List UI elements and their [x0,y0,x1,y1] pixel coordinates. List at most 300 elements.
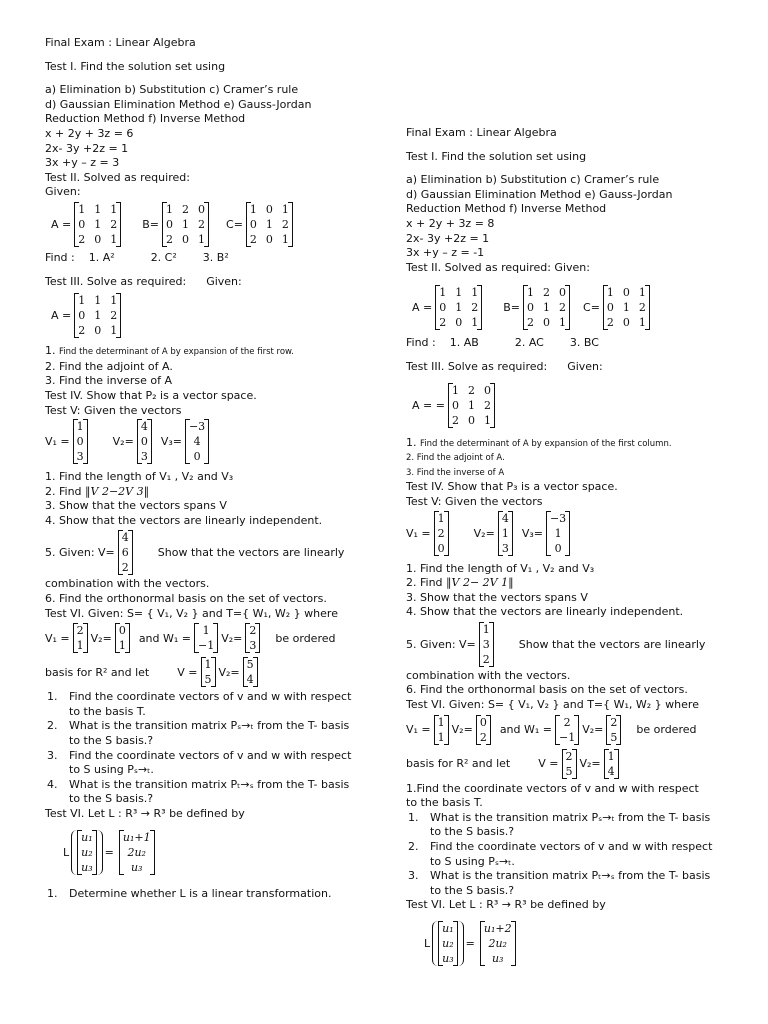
matrix-a [74,293,121,338]
matrix-entry: 2 [479,730,487,744]
matrix-a [448,383,495,428]
question: 1. Find the length of V₁ , V₂ and V₃ [406,561,595,575]
basis-row [45,623,390,653]
matrix-entry: u₃ [491,952,504,965]
question-number: 4. [47,777,58,791]
matrix-entry: 0 [437,541,445,555]
matrix-label: A = [51,309,72,323]
matrix-entry: 2 [638,301,646,315]
matrix-entry: 1 [249,202,257,216]
test2-heading: Test II. Solved as required: [45,170,190,184]
test6-heading: Test VI. Given: S= { V₁, V₂ } and T={ W₁, W₂ } where [406,698,699,712]
methods-line: a) Elimination b) Substitution c) Cramer’s rule [406,173,660,187]
matrix-entry: 1 [94,294,102,308]
vector-w2 [606,715,621,745]
methods-line: Reduction Method f) Inverse Method [406,202,607,216]
matrix-entry: 5 [246,658,254,672]
vector-v1 [434,511,449,556]
matrix-entry: 2 [121,561,129,575]
matrix-entry: 1 [76,420,84,434]
matrix-entry: 1 [451,383,459,397]
matrix-entry: u₁ [81,830,93,844]
list-item [45,690,390,705]
question: 4. Show that the vectors are linearly independent. [45,513,323,527]
vector-v [201,657,216,687]
matrix-entry: 1 [483,413,491,427]
matrix-entry: 1 [638,316,646,330]
matrix-entry: 4 [501,511,509,525]
map-label: L [424,937,431,950]
test4-heading: Test IV. Show that P₃ is a vector space. [406,480,618,494]
question: 2. Find the adjoint of A. [45,359,173,373]
vector-label: V₂= [90,631,112,645]
matrix-entry: 0 [265,232,273,246]
find-item: 2. AC [514,336,544,350]
matrix-entry: 2 [559,301,567,315]
matrix-entry: 1 [78,294,86,308]
given-label: Given: [45,185,81,199]
vector-label: and W₁ = [138,631,192,645]
vector-u [438,921,458,966]
equation: 2x- 3y +2z = 1 [45,141,129,155]
matrix-entry: u₃ [130,860,143,874]
list-item [45,705,390,720]
matrix-entry: 2 [439,316,447,330]
vector-label: V₂= [221,631,243,645]
question-number: 1. [408,810,419,824]
matrix-entry: 0 [554,541,562,555]
vector-v3 [185,419,209,464]
matrix-entry: 2 [467,383,475,397]
matrix-entry: 1 [471,286,479,300]
equation: x + 2y + 3z = 8 [406,216,495,230]
matrix-entry: 1 [118,639,126,653]
test6b-heading: Test VI. Let L : R³ → R³ be defined by [45,807,245,820]
matrix-entry: 1 [110,294,118,308]
question: 2. Find the adjoint of A. [406,453,505,464]
equals-sign: = [465,937,475,950]
matrix-entry: 2 [78,232,86,246]
vector-v2 [137,419,152,464]
matrices-row [412,285,751,330]
question-text: Show that the vectors are linearly [157,546,345,560]
matrix-entry: 1 [638,286,646,300]
matrix-entry: 5 [565,764,573,778]
question: 6. Find the orthonormal basis on the set of vectors. [45,592,327,606]
matrix-entry: 2 [527,316,535,330]
equation: x + 2y + 3z = 6 [45,126,134,140]
question-number: 1. [47,886,58,900]
matrix-entry: 4 [246,673,254,687]
vector-u [77,830,97,875]
matrix-label: C= [583,301,600,315]
question-number: 1. [47,690,58,704]
methods-line: a) Elimination b) Substitution c) Cramer’s rule [45,83,299,97]
test6b-heading: Test VI. Let L : R³ → R³ be defined by [406,898,606,912]
matrix-entry: 1 [606,286,614,300]
matrix-entry: 1 [527,286,535,300]
list-item [45,719,390,734]
find-label: Find : [45,250,75,264]
matrix-entry: 1 [467,398,475,412]
vector-v [479,622,494,667]
test6-questions [406,811,751,899]
matrix-entry: 4 [193,435,201,449]
equation: 3x +y – z = -1 [406,246,485,260]
map-input [432,921,464,966]
find-line [406,336,751,351]
matrix-entry: 1 [554,526,562,540]
matrix-row [412,383,751,428]
question-text: What is the transition matrix Pₜ→ₛ from the T- basis [69,777,350,791]
matrix-entry: 2 [483,398,491,412]
vector-label: V₃= [521,526,543,540]
matrix-entry: −1 [198,639,215,653]
matrix-entry: 1 [265,217,273,231]
question [406,576,751,591]
matrix-entry: 3 [482,637,490,651]
vector-v2 [498,511,513,556]
matrix-entry: 1 [471,316,479,330]
map-output [480,921,516,966]
matrix-label: B= [142,217,160,231]
list-item [45,749,390,764]
list-item [45,734,390,749]
test2-heading: Test II. Solved as required: Given: [406,260,590,274]
vector-label: V = [177,665,198,679]
matrix-entry: 1 [622,301,630,315]
question-text: Find the determinant of A by expansion of the first column. [420,438,672,449]
matrix-label: A = [412,301,433,315]
question-text: to the basis T. [69,704,146,718]
matrix-entry: 5 [204,673,212,687]
vector-label: V₂= [473,526,495,540]
linear-map [424,921,751,966]
matrix-row [51,293,390,338]
matrix-entry: −1 [559,730,576,744]
question-number: 2. [408,840,419,854]
matrix-entry: 0 [193,450,201,464]
matrix-entry: 1 [110,324,118,338]
question-number: 2. [47,719,58,733]
matrix-entry: 1 [437,511,445,525]
test3-text: Test III. Solve as required: [406,359,548,373]
question: 1. Find the length of V₁ , V₂ and V₃ [45,470,234,484]
question-text: Find the coordinate vectors of v and w with respect [69,748,352,762]
question-text: Show that the vectors are linearly [518,637,706,651]
matrix-entry: 0 [118,624,126,638]
matrix-entry: 1 [166,202,174,216]
question: combination with the vectors. [45,577,210,591]
matrix-entry: 2 [166,232,174,246]
matrix-entry: 1 [437,715,445,729]
question-text: to S using Pₛ→ₜ. [430,854,515,868]
matrix-a [74,202,121,247]
question-text: What is the transition matrix Pₛ→ₜ from the T- basis [69,719,350,733]
matrix-entry: 2 [451,413,459,427]
matrix-entry: 0 [198,202,206,216]
question-number: 1. [406,435,417,449]
matrix-entry: u₁ [442,922,454,935]
norm-expression: ‖V 2−2V 3‖ [85,484,150,498]
matrix-entry: 2 [76,624,84,638]
matrix-entry: 2 [610,715,618,729]
matrix-entry: 2 [482,652,490,666]
matrix-entry: 1 [198,232,206,246]
question: 1.Find the coordinate vectors of v and w with respect [406,781,699,795]
question: 3. Show that the vectors spans V [45,499,227,513]
linear-map [63,830,390,875]
matrix-entry: 1 [501,526,509,540]
vector-label: V₁ = [406,723,431,737]
matrix-entry: u₁+1 [122,830,151,844]
matrix-label: B= [503,301,521,315]
list-item [45,792,390,807]
question-text: Find the coordinate vectors of v and w with respect [69,690,352,704]
vector-label: V₃= [160,435,182,449]
matrix-entry: 6 [121,546,129,560]
matrix-entry: 3 [249,639,257,653]
test5-heading: Test V: Given the vectors [406,494,543,508]
matrix-entry: 2 [182,202,190,216]
matrix-entry: 4 [121,531,129,545]
list-item [406,869,751,884]
question-text: Find the coordinate vectors of v and w with respect [430,840,713,854]
find-item: 2. C² [150,250,177,264]
question [45,485,390,500]
test3-heading [406,360,751,375]
question-text: Find the determinant of A by expansion of the first row. [59,347,294,358]
matrix-entry: 5 [610,730,618,744]
vector-s-v2 [115,623,130,653]
matrix-entry: 1 [455,301,463,315]
question: to the basis T. [406,796,483,810]
basis-row [406,715,751,745]
vectors-row [406,511,751,556]
matrix-entry: 0 [543,316,551,330]
vector-v2 [243,657,258,687]
question [45,530,390,575]
vector-v2 [604,749,619,779]
question-text: basis for R² and let [406,757,511,771]
test6-heading: Test VI. Given: S= { V₁, V₂ } and T={ W₁, W₂ } where [45,606,338,620]
equation: 3x +y – z = 3 [45,156,120,170]
vector-s-v1 [434,715,449,745]
matrix-entry: 1 [543,301,551,315]
matrix-label: A = = [412,398,445,412]
matrix-entry: 1 [437,730,445,744]
methods-line: Reduction Method f) Inverse Method [45,112,246,126]
test1-heading: Test I. Find the solution set using [406,149,587,163]
find-item: 3. B² [202,250,229,264]
question-text: to S using Pₛ→ₜ. [69,763,154,777]
vector-label: V₂= [579,757,601,771]
matrix-entry: 0 [265,202,273,216]
question: combination with the vectors. [406,668,571,682]
matrix-entry: 0 [439,301,447,315]
equals-sign: = [104,845,114,859]
matrix-entry: 1 [110,232,118,246]
list-item [406,811,751,826]
matrix-entry: 2 [110,217,118,231]
vectors-row [45,419,390,464]
matrix-entry: 2 [606,316,614,330]
vector-s-v1 [73,623,88,653]
given-label: Given: [206,274,242,288]
norm-expression: ‖V 2− 2V 1‖ [446,576,514,590]
question-text: to the S basis.? [430,825,515,839]
vector-s-v2 [476,715,491,745]
matrix-entry: u₂ [81,845,93,859]
question-text: to the S basis.? [430,883,515,897]
matrix-entry: 0 [455,316,463,330]
list-item [406,884,751,899]
matrix-entry: 2 [471,301,479,315]
matrix-b [523,285,570,330]
test6-questions [45,690,390,807]
matrix-entry: 2 [437,526,445,540]
matrix-entry: u₃ [442,952,454,965]
list-item [406,825,751,840]
test5-heading: Test V: Given the vectors [45,403,182,417]
question [406,622,751,667]
question-number: 1. [45,344,56,358]
list-item [45,778,390,793]
question [406,436,751,452]
question-text: 5. Given: V= [406,637,476,651]
matrix-entry: 1 [94,309,102,323]
matrix-a [435,285,482,330]
question-number: 3. [47,748,58,762]
methods-line: d) Gaussian Elimination Method e) Gauss-Jordan [406,187,673,201]
matrix-entry: 2 [249,232,257,246]
find-item: 3. BC [569,336,599,350]
vector-label: V₂= [451,723,473,737]
question-text: be ordered [636,723,697,737]
vector-label: V₂= [218,665,240,679]
list-item [406,855,751,870]
matrix-entry: 1 [204,658,212,672]
vector-w1 [555,715,579,745]
matrix-entry: 0 [622,316,630,330]
question [45,887,390,902]
matrix-entry: 0 [606,301,614,315]
matrix-entry: 2 [281,217,289,231]
matrix-entry: 1 [439,286,447,300]
question-text: What is the transition matrix Pₛ→ₜ from the T- basis [430,810,711,824]
matrix-entry: 0 [78,309,86,323]
matrix-entry: 1 [281,202,289,216]
matrix-entry: 0 [622,286,630,300]
matrix-entry: 4 [607,764,615,778]
question-text: to the S basis.? [69,734,154,748]
test3-text: Test III. Solve as required: [45,274,187,288]
find-line [45,251,390,266]
matrix-entry: 0 [467,413,475,427]
map-input [71,830,103,875]
matrices-row [51,202,390,247]
question-text: 2. Find [406,576,443,590]
question-text: Determine whether L is a linear transformation. [69,886,332,900]
matrix-entry: 0 [527,301,535,315]
matrix-entry: 4 [140,420,148,434]
matrix-entry: 2 [563,715,571,729]
matrix-entry: 2 [110,309,118,323]
map-label: L [63,845,70,859]
question-number: 3. [408,869,419,883]
matrix-entry: u₁+2 [483,922,512,935]
matrix-entry: 1 [559,316,567,330]
basis-row [45,657,390,687]
question: 3. Show that the vectors spans V [406,590,588,604]
matrix-entry: 0 [140,435,148,449]
test4-heading: Test IV. Show that P₂ is a vector space. [45,388,257,402]
question [45,344,390,360]
matrix-entry: −3 [549,511,567,525]
matrix-entry: 2u₂ [127,845,146,859]
matrix-entry: 1 [202,624,210,638]
matrix-entry: 0 [451,398,459,412]
question-text: What is the transition matrix Pₜ→ₛ from the T- basis [430,869,711,883]
given-label: Given: [567,359,603,373]
vector-w2 [245,623,260,653]
matrix-entry: u₂ [442,937,454,950]
vector-label: V₁ = [45,435,70,449]
vector-v [562,749,577,779]
question: 3. Find the inverse of A [45,374,173,388]
vector-label: V₁ = [45,631,70,645]
exam-title: Final Exam : Linear Algebra [406,126,557,139]
matrix-entry: 0 [483,383,491,397]
test1-heading: Test I. Find the solution set using [45,59,226,73]
exam-title: Final Exam : Linear Algebra [45,36,196,49]
vector-v1 [73,419,88,464]
matrix-entry: 2 [249,624,257,638]
matrix-entry: 1 [182,217,190,231]
vector-label: V₁ = [406,526,431,540]
matrix-entry: 3 [140,450,148,464]
find-label: Find : [406,336,436,350]
matrix-entry: 0 [559,286,567,300]
vector-label: V₂= [112,435,134,449]
matrix-entry: 2 [78,324,86,338]
matrix-entry: 1 [76,639,84,653]
matrix-c [603,285,650,330]
question: 3. Find the inverse of A [406,467,505,478]
matrix-entry: 0 [76,435,84,449]
matrix-entry: u₃ [81,860,93,874]
matrix-entry: 1 [455,286,463,300]
vector-label: and W₁ = [499,723,553,737]
find-item: 1. A² [88,250,115,264]
matrix-entry: 0 [78,217,86,231]
matrix-entry: 2 [198,217,206,231]
exam-left-column [45,36,390,901]
matrix-entry: 1 [94,217,102,231]
matrix-entry: 1 [94,202,102,216]
list-item [45,763,390,778]
test3-heading [45,275,390,290]
matrix-c [246,202,293,247]
matrix-entry: 2 [565,749,573,763]
matrix-entry: 3 [501,541,509,555]
matrix-label: A = [51,217,72,231]
matrix-entry: 1 [482,622,490,636]
matrix-label: C= [226,217,243,231]
equation: 2x- 3y +2z = 1 [406,231,490,245]
find-item: 1. AB [449,336,479,350]
vector-w1 [194,623,218,653]
